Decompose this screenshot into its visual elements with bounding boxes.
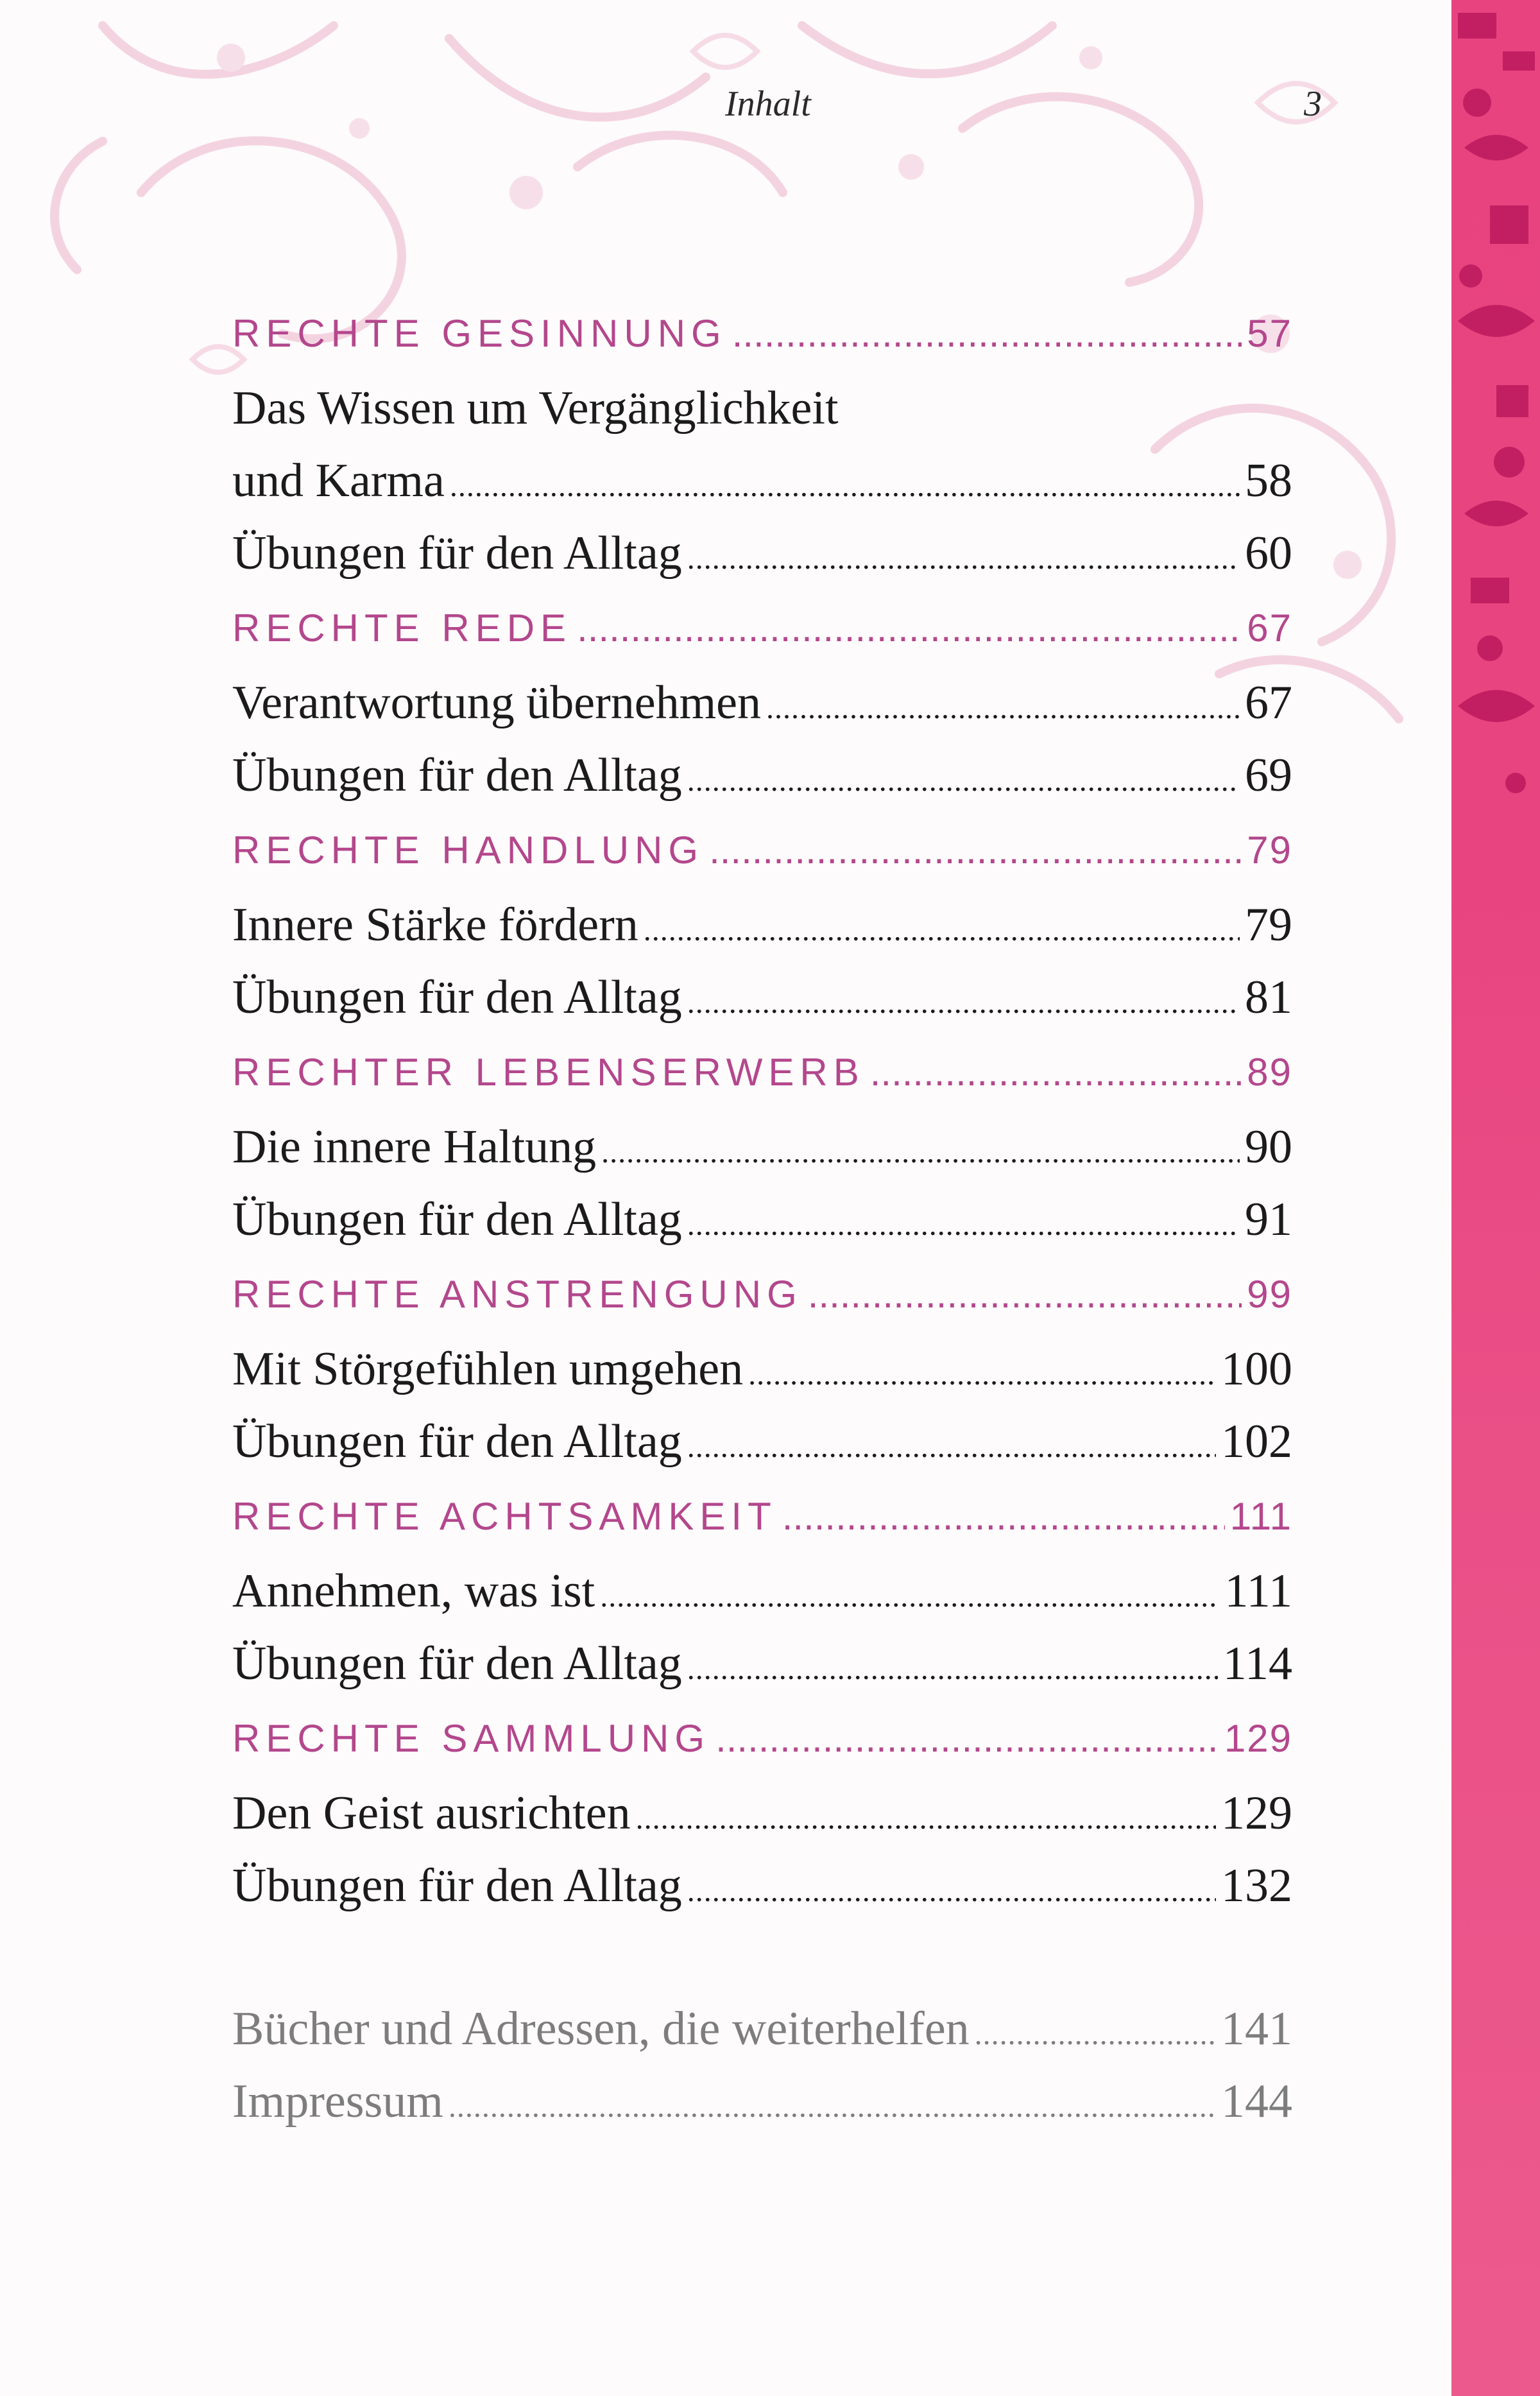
toc-label: Übungen für den Alltag: [232, 1637, 682, 1690]
toc-entry: [232, 889, 1292, 961]
dot-leader: [687, 1633, 1218, 1705]
toc-label: RECHTE GESINNUNG: [232, 312, 727, 355]
toc-page-number: 114: [1222, 1637, 1292, 1690]
toc-entry: [232, 739, 1292, 812]
toc-entry: [232, 372, 1292, 445]
toc-entry: [232, 1628, 1292, 1700]
toc-page-number: 89: [1247, 1051, 1292, 1094]
toc-label: Bücher und Adressen, die weiterhelfen: [232, 2003, 970, 2055]
toc-page-number: 67: [1247, 607, 1292, 650]
dot-leader: [870, 1034, 1242, 1111]
toc-page-number: 57: [1247, 312, 1292, 355]
toc-entry: [232, 961, 1292, 1034]
dot-leader: [782, 1478, 1225, 1555]
toc-label: RECHTE ACHTSAMKEIT: [232, 1495, 777, 1538]
toc-page-number: 58: [1245, 454, 1292, 507]
running-header: [0, 83, 1348, 135]
side-pattern-decoration: [1451, 0, 1540, 847]
toc-label: Übungen für den Alltag: [232, 1415, 682, 1468]
dot-leader: [766, 672, 1240, 745]
toc-label: Die innere Haltung: [232, 1121, 597, 1173]
toc-page-number: 129: [1221, 1787, 1292, 1840]
toc-page-number: 69: [1245, 749, 1292, 802]
toc-page-number: 111: [1224, 1565, 1292, 1617]
toc-section-heading: [232, 1034, 1292, 1111]
toc-entry: [232, 1184, 1292, 1256]
dot-leader: [748, 1338, 1216, 1411]
toc-section-heading: [232, 590, 1292, 667]
dot-leader: [715, 1700, 1219, 1777]
dot-leader: [601, 1116, 1240, 1189]
toc-page-number: 144: [1221, 2075, 1292, 2128]
toc-entry: [232, 1850, 1292, 1922]
toc-label: Annehmen, was ist: [232, 1565, 595, 1617]
toc-entry: [232, 445, 1292, 517]
toc-page-number: 100: [1221, 1343, 1292, 1395]
toc-page-number: 79: [1247, 829, 1292, 872]
dot-leader: [687, 1411, 1216, 1483]
toc-page-number: 90: [1245, 1121, 1292, 1173]
dot-leader: [449, 2071, 1216, 2143]
toc-page-number: 129: [1224, 1717, 1292, 1760]
dot-leader: [687, 967, 1240, 1039]
toc-label: Übungen für den Alltag: [232, 749, 682, 802]
toc-label: RECHTE ANSTRENGUNG: [232, 1273, 803, 1316]
toc-label: Impressum: [232, 2075, 443, 2128]
toc-label: Verantwortung übernehmen: [232, 677, 762, 729]
toc-page-number: 99: [1247, 1273, 1292, 1316]
toc-page-number: 141: [1221, 2003, 1292, 2055]
toc-appendix-entry: [232, 1993, 1292, 2065]
toc-entry: [232, 1555, 1292, 1628]
toc-label: RECHTE SAMMLUNG: [232, 1717, 711, 1760]
dot-leader: [450, 450, 1240, 522]
toc-label: Übungen für den Alltag: [232, 971, 682, 1024]
toc-section-heading: [232, 1700, 1292, 1777]
dot-leader: [709, 812, 1242, 889]
toc-label: RECHTE HANDLUNG: [232, 829, 705, 872]
toc-page-number: 91: [1245, 1193, 1292, 1246]
toc-entry: [232, 1406, 1292, 1478]
dot-leader: [636, 1782, 1216, 1855]
toc-entry: [232, 517, 1292, 590]
toc-page-number: 67: [1245, 677, 1292, 729]
page-number: 3: [1304, 84, 1322, 124]
toc-entry: [232, 1333, 1292, 1406]
toc-section-heading: [232, 1478, 1292, 1555]
running-header-title: Inhalt: [725, 84, 811, 124]
dot-leader: [644, 894, 1240, 967]
dot-leader: [577, 590, 1242, 667]
toc-section-heading: [232, 1256, 1292, 1333]
dot-leader: [732, 295, 1242, 372]
toc-label: RECHTER LEBENSERWERB: [232, 1051, 865, 1094]
toc-label: Innere Stärke fördern: [232, 899, 638, 951]
dot-leader: [687, 745, 1240, 817]
section-spacer: [232, 1922, 1292, 1993]
dot-leader: [687, 522, 1240, 595]
toc-label: Das Wissen um Vergänglichkeit: [232, 382, 839, 435]
toc-label: Übungen für den Alltag: [232, 1193, 682, 1246]
toc-label: Übungen für den Alltag: [232, 1859, 682, 1912]
toc-entry: [232, 667, 1292, 739]
dot-leader: [687, 1855, 1216, 1927]
toc-appendix-entry: [232, 2065, 1292, 2138]
toc-label: Mit Störgefühlen umgehen: [232, 1343, 744, 1395]
toc-label: Den Geist ausrichten: [232, 1787, 631, 1840]
toc-page-number: 102: [1221, 1415, 1292, 1468]
toc-page-number: 79: [1245, 899, 1292, 951]
toc-section-heading: [232, 812, 1292, 889]
toc-label: und Karma: [232, 454, 445, 507]
dot-leader: [975, 1998, 1216, 2071]
toc-entry: [232, 1777, 1292, 1850]
toc-entry: [232, 1111, 1292, 1184]
toc-page-number: 111: [1229, 1495, 1292, 1538]
table-of-contents: [232, 295, 1292, 2138]
toc-page-number: 132: [1221, 1859, 1292, 1912]
toc-label: Übungen für den Alltag: [232, 527, 682, 580]
toc-page-number: 60: [1245, 527, 1292, 580]
toc-label: RECHTE REDE: [232, 607, 572, 650]
dot-leader: [687, 1189, 1240, 1261]
dot-leader: [600, 1560, 1219, 1633]
toc-section-heading: [232, 295, 1292, 372]
dot-leader: [808, 1256, 1242, 1333]
toc-page-number: 81: [1245, 971, 1292, 1024]
